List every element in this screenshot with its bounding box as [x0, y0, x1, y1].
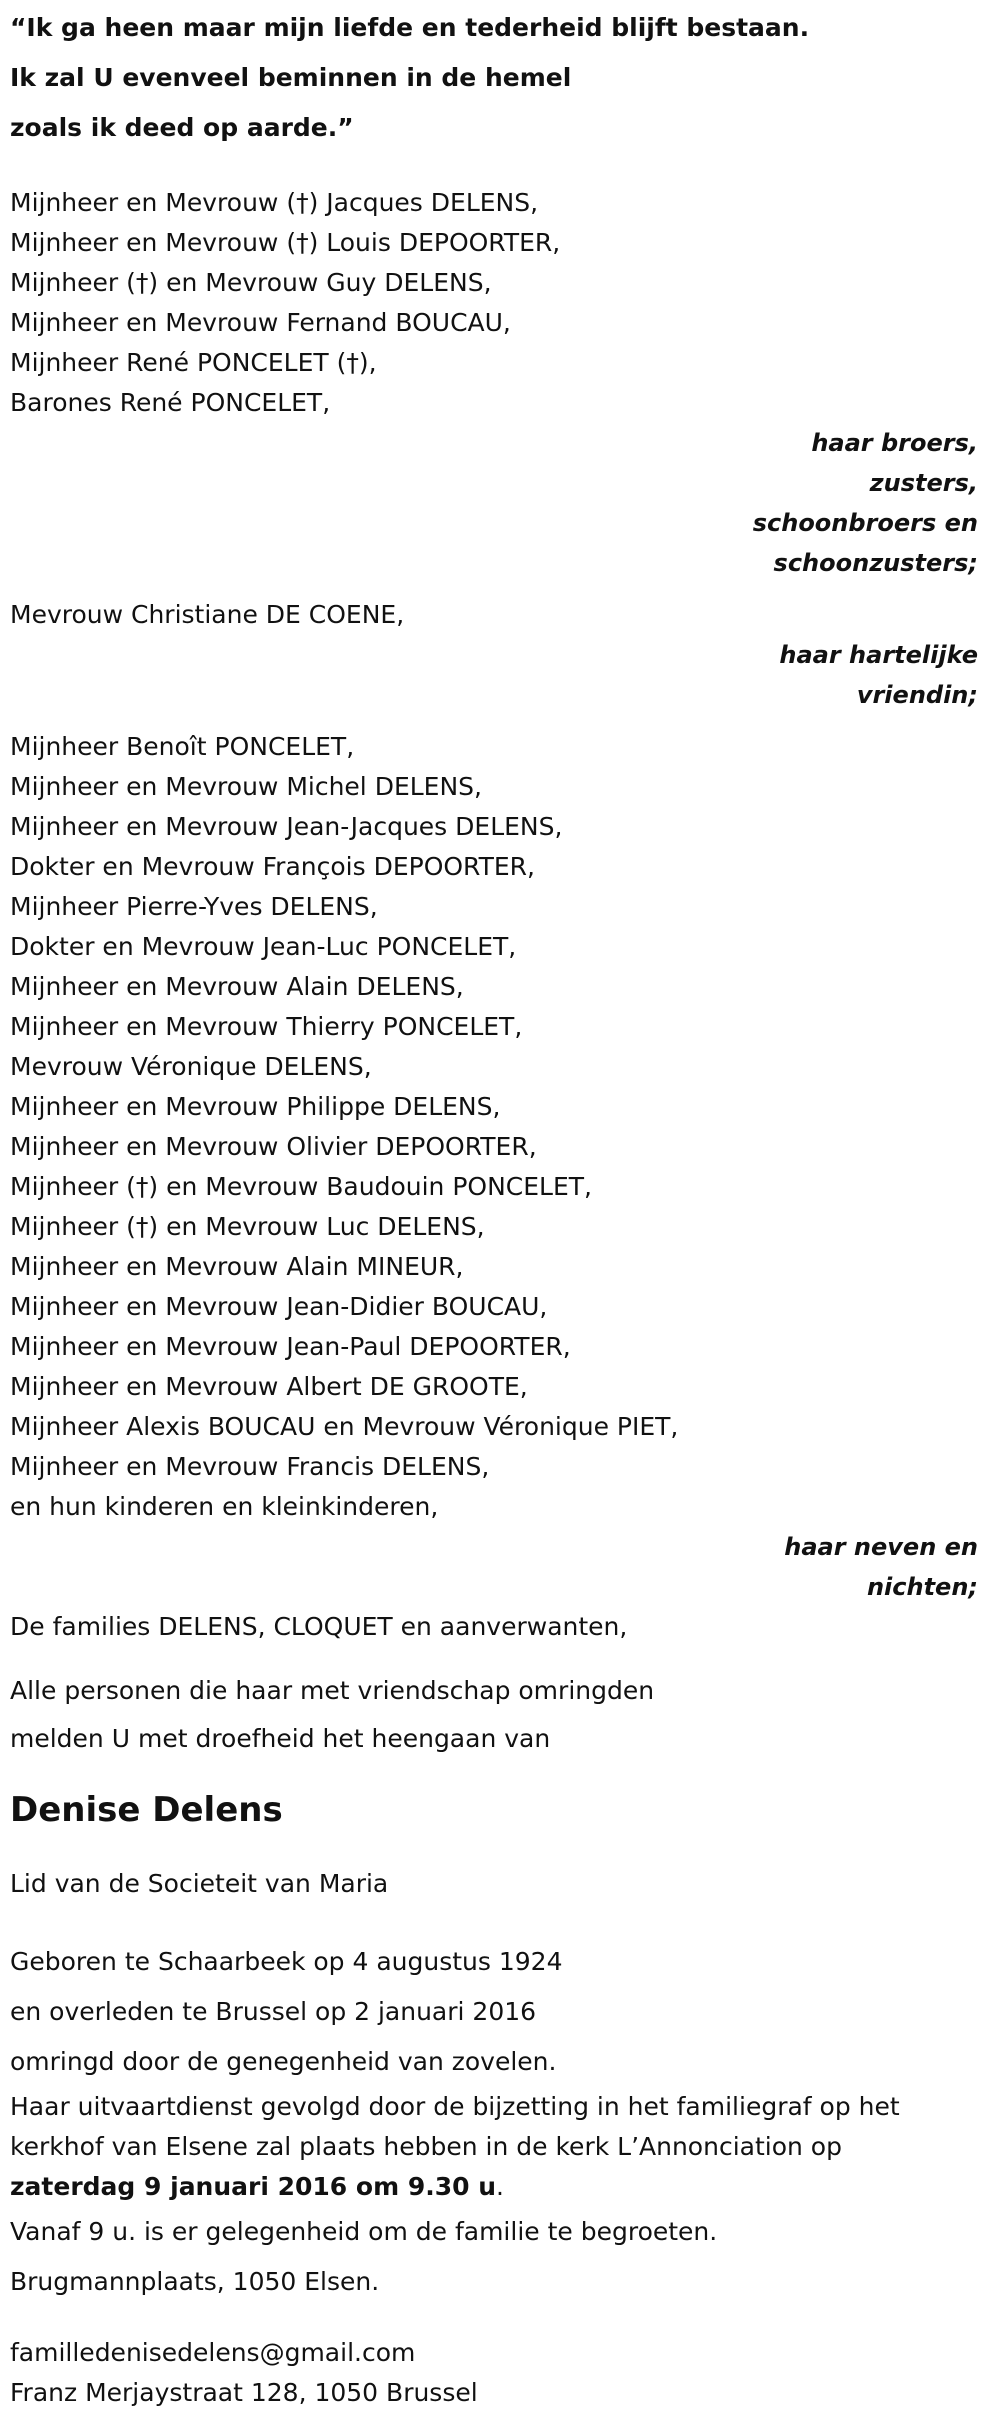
list-item: Mijnheer en Mevrouw Jean-Didier BOUCAU, [10, 1292, 548, 1321]
list-item: Mijnheer (†) en Mevrouw Luc DELENS, [10, 1212, 485, 1241]
list-item: Barones René PONCELET, [10, 388, 331, 417]
quote-block [10, 0, 990, 153]
funeral-date: zaterdag 9 januari 2016 om 9.30 u [10, 2172, 497, 2201]
funeral-info: Haar uitvaartdienst gevolgd door de bijzetting in het familiegraf op het kerkhof van Elsene zal plaats hebben in de kerk L’Annonciation op zaterdag 9 januari 2016 om 9.30 u. [10, 2092, 900, 2201]
list-item: Dokter en Mevrouw François DEPOORTER, [10, 852, 535, 881]
contact-block [10, 2333, 990, 2413]
nephews-relation: haar neven en nichten; [784, 1533, 978, 1601]
list-item: Mijnheer René PONCELET (†), [10, 348, 377, 377]
list-item: Mijnheer en Mevrouw Alain MINEUR, [10, 1252, 464, 1281]
list-item: Mijnheer en Mevrouw Jean-Jacques DELENS, [10, 812, 563, 841]
announcement: Alle personen die haar met vriendschap omringden melden U met droefheid het heengaan van [10, 1676, 655, 1753]
siblings-list [10, 183, 990, 423]
nephews-list [10, 727, 990, 1527]
list-item: Mijnheer en Mevrouw Philippe DELENS, [10, 1092, 501, 1121]
list-item: Mijnheer en Mevrouw Alain DELENS, [10, 972, 464, 1001]
address: Franz Merjaystraat 128, 1050 Brussel [10, 2378, 478, 2407]
list-item: Dokter en Mevrouw Jean-Luc PONCELET, [10, 932, 517, 961]
list-item: Mijnheer Alexis BOUCAU en Mevrouw Véronique PIET, [10, 1412, 679, 1441]
list-item: Mijnheer Pierre-Yves DELENS, [10, 892, 378, 921]
list-item: Mijnheer (†) en Mevrouw Guy DELENS, [10, 268, 492, 297]
list-item: Mijnheer en Mevrouw Albert DE GROOTE, [10, 1372, 528, 1401]
list-item: Mijnheer en Mevrouw Francis DELENS, [10, 1452, 490, 1481]
list-item: Mijnheer en Mevrouw Michel DELENS, [10, 772, 482, 801]
quote-line: zoals ik deed op aarde.” [10, 113, 354, 142]
quote-line: Ik zal U evenveel beminnen in de hemel [10, 63, 572, 92]
list-item: Mijnheer Benoît PONCELET, [10, 732, 355, 761]
list-item: Mijnheer en Mevrouw Thierry PONCELET, [10, 1012, 523, 1041]
deceased-name: Denise Delens [10, 1790, 283, 1830]
families-line: De families DELENS, CLOQUET en aanverwanten, [10, 1612, 628, 1641]
friend-relation: haar hartelijke vriendin; [779, 641, 978, 709]
visit-info: Vanaf 9 u. is er gelegenheid om de familie te begroeten. Brugmannplaats, 1050 Elsen. [10, 2217, 718, 2296]
quote-line: “Ik ga heen maar mijn liefde en tederheid blijft bestaan. [10, 13, 810, 42]
list-item: Mevrouw Véronique DELENS, [10, 1052, 372, 1081]
siblings-relation: haar broers, zusters, schoonbroers en schoonzusters; [752, 429, 978, 577]
list-item: Mijnheer en Mevrouw (†) Jacques DELENS, [10, 188, 539, 217]
list-item: en hun kinderen en kleinkinderen, [10, 1492, 439, 1521]
dates-block: Geboren te Schaarbeek op 4 augustus 1924 en overleden te Brussel op 2 januari 2016 omringd door de genegenheid van zovelen. [10, 1947, 563, 2076]
email-link[interactable]: familledenisedelens@gmail.com [10, 2338, 416, 2367]
list-item: Mijnheer en Mevrouw Olivier DEPOORTER, [10, 1132, 537, 1161]
friend-name: Mevrouw Christiane DE COENE, [10, 600, 405, 629]
membership: Lid van de Societeit van Maria [10, 1869, 389, 1898]
list-item: Mijnheer (†) en Mevrouw Baudouin PONCELET, [10, 1172, 592, 1201]
list-item: Mijnheer en Mevrouw (†) Louis DEPOORTER, [10, 228, 561, 257]
list-item: Mijnheer en Mevrouw Fernand BOUCAU, [10, 308, 511, 337]
list-item: Mijnheer en Mevrouw Jean-Paul DEPOORTER, [10, 1332, 571, 1361]
